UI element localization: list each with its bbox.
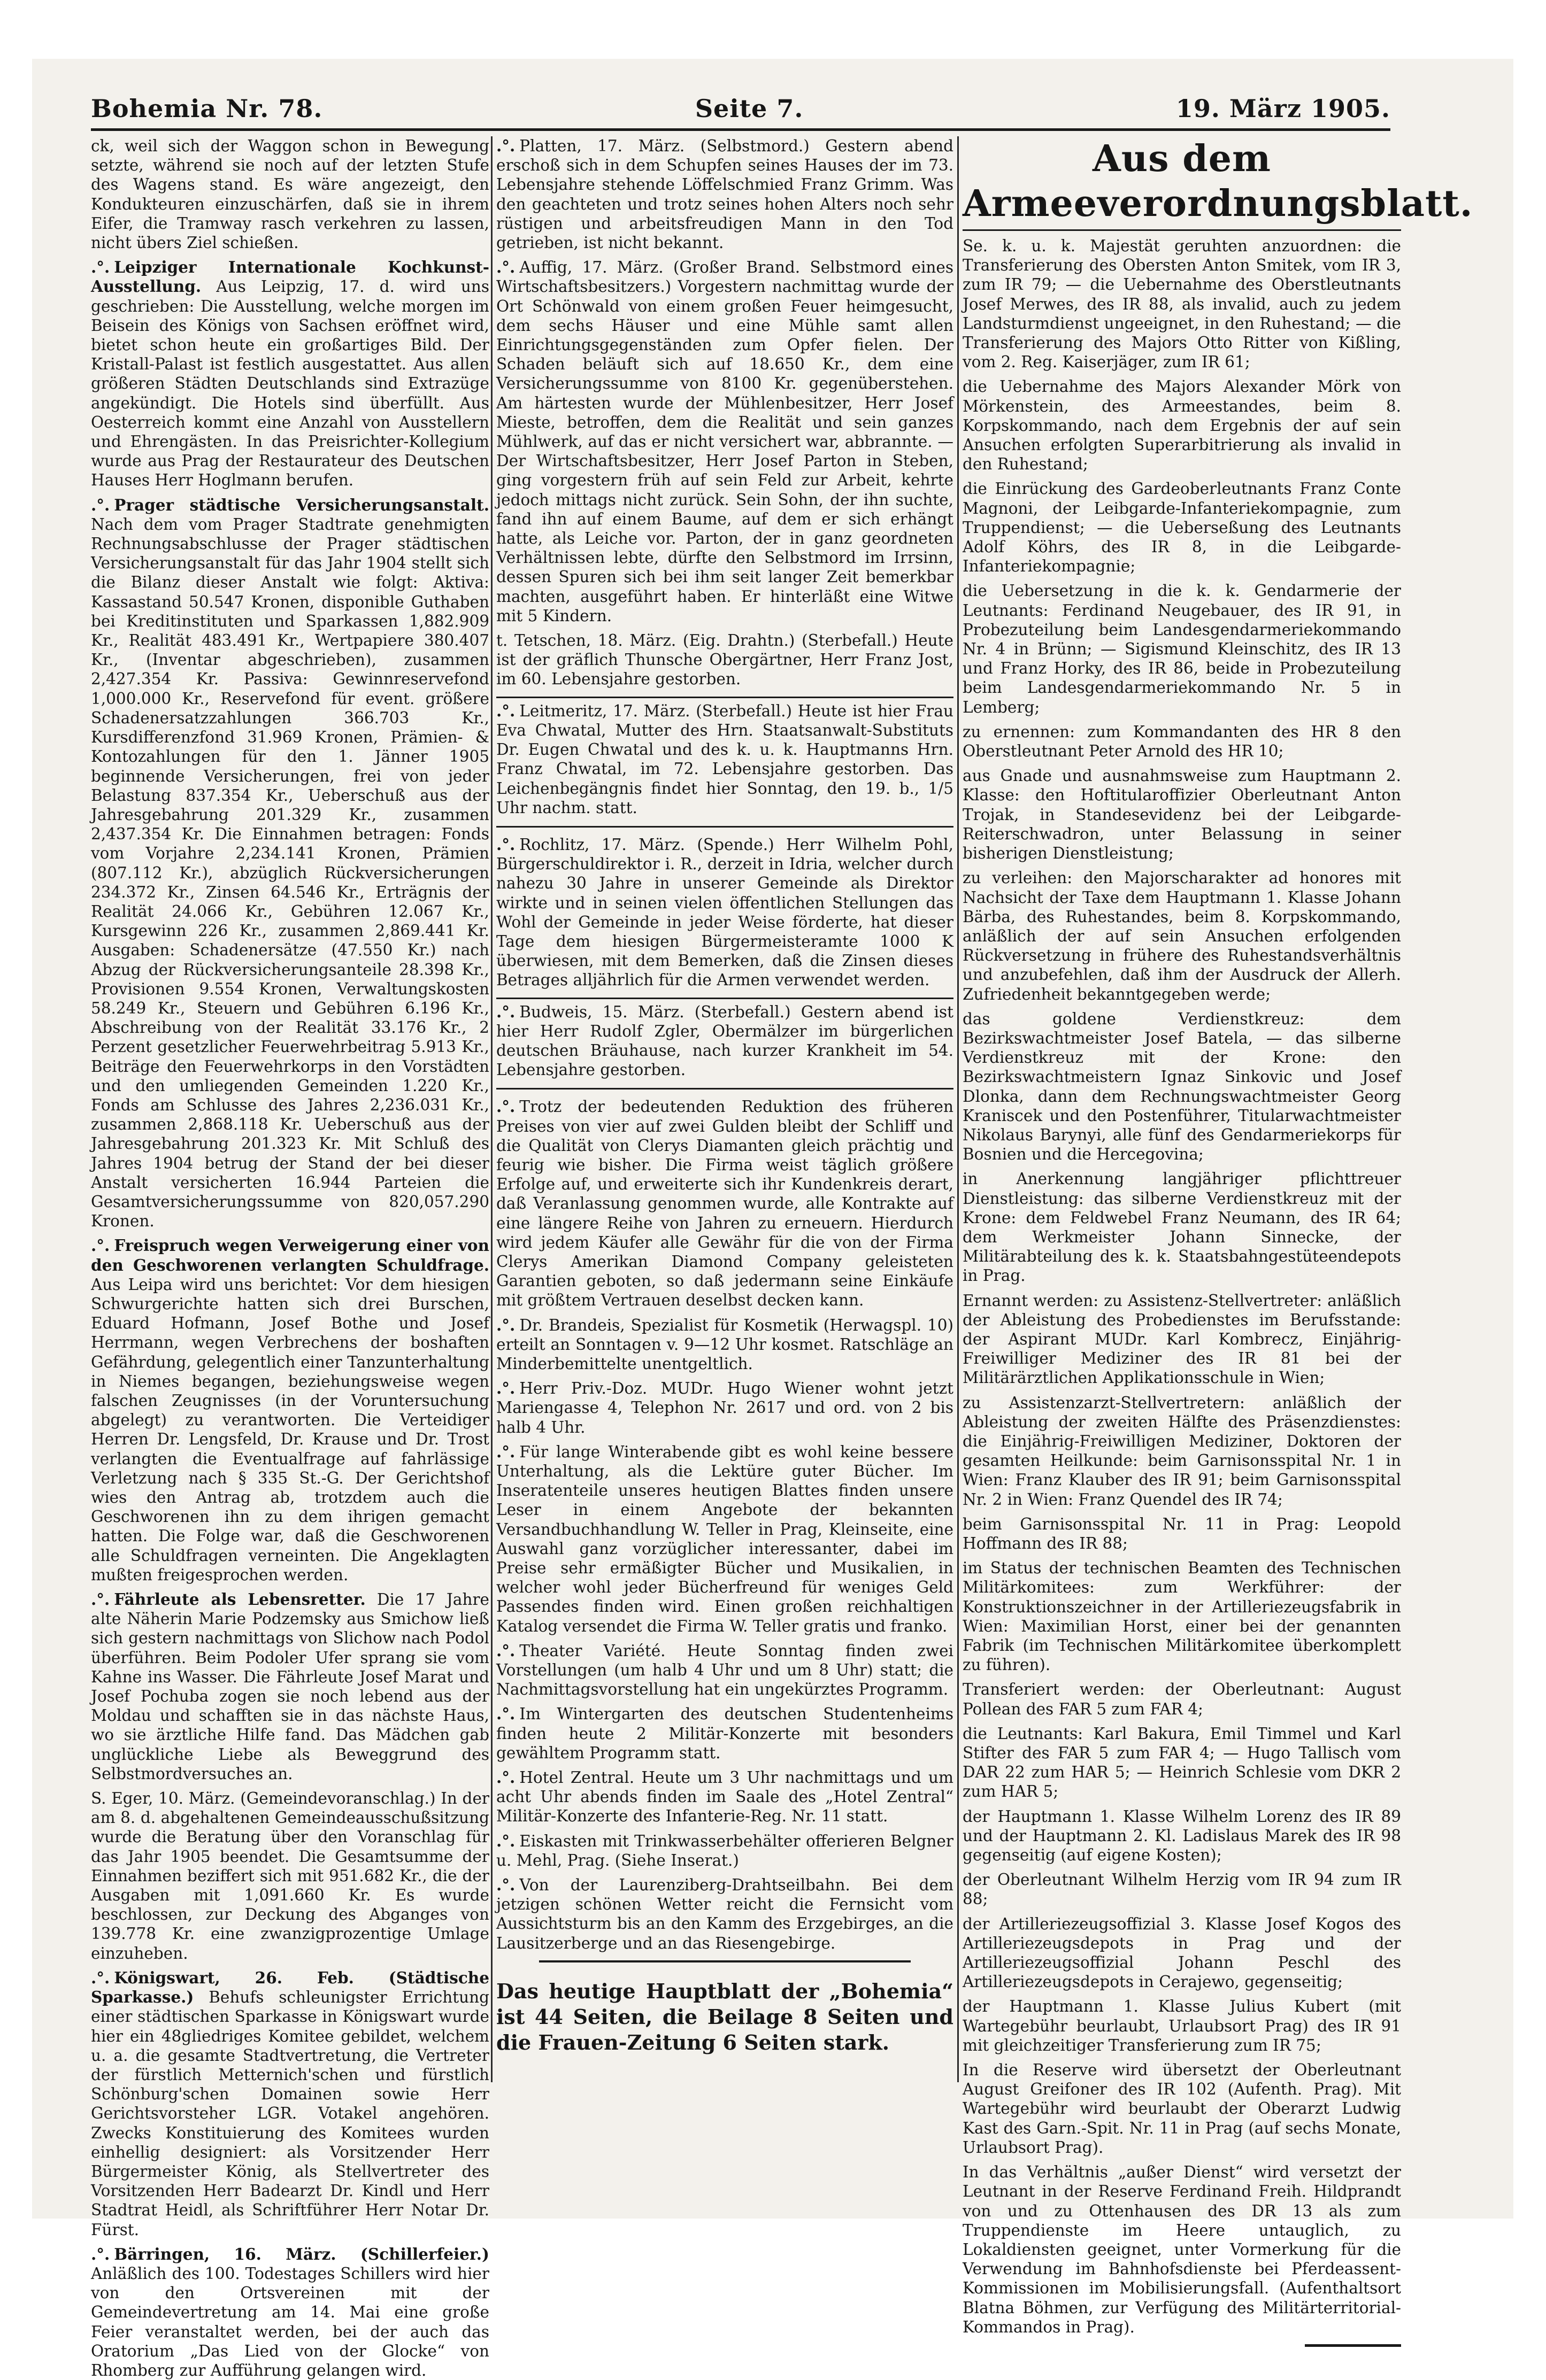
decree-paragraph: Se. k. u. k. Majestät geruhten anzuordnen: die Transferierung des Obersten Anton Smitek, vom IR 3, zum IR 79; — die Uebernahme des Oberstleutnants Josef Merwes, des IR 88, als invalid, auch zu jedem Landsturmdienst ungeeignet, in den Ruhestand; — die Transferierung des Majors Otto Ritter von Kißling, vom 2. Reg. Kaiserjäger, zum IR 61;	[963, 237, 1401, 372]
decree-paragraph: In das Verhältnis „außer Dienst“ wird versetzt der Leutnant in der Reserve Ferdinand Freih. Hildprandt von und zu Ottenhausen des DR 13 als zum Truppendienste im Heere untauglich, zu Lokaldiensten geeignet, unter Vormerkung für die Verwendung im Bahnhofsdienste bei Pferdeassent-Kommissionen im Mobilisierungsfall. (Aufenthaltsort Blatna Böhmen, zur Verfügung des Militärterritorial-Kommandos in Prag).	[963, 2163, 1401, 2336]
ad-diamonds: .°. Trotz der bedeutenden Reduktion des früheren Preises von vier auf zwei Gulden bleibt der Schliff und die Qualität von Clerys Diamanten gleich prächtig und feurig wie bisher. Die Firma weist täglich größere Erfolge auf, und erweiterte sich ihr Kundenkreis derart, daß Veranlassung genommen wurde, alle Kontrakte auf eine längere Reihe von Jahren zu erneuern. Hierdurch wird jedem Käufer alle Gewähr für die von der Firma Clerys Amerikan Diamond Company geleisteten Garantien geboten, so daß jedermann seine Einkäufe mit größtem Vertrauen deselbst decken kann.	[496, 1097, 953, 1310]
ad-brandeis: .°. Dr. Brandeis, Spezialist für Kosmetik (Herwagspl. 10) erteilt an Sonntagen v. 9—12 Uhr kosmet. Ratschläge an Minderbemittelte unentgeltlich.	[496, 1315, 953, 1373]
page-count-notice: Das heutige Hauptblatt der „Bohemia“ ist 44 Seiten, die Beilage 8 Seiten und die Frauen-Zeitung 6 Seiten stark.	[496, 1979, 953, 2054]
article-acquittal: .°. Freispruch wegen Verweigerung einer von den Geschworenen verlangten Schuldfrage. Aus Leipa wird uns berichtet: Vor dem hiesigen Schwurgerichte hatten sich drei Burschen, Eduard Hofmann, Josef Bothe und Josef Herrmann, wegen Verbrechens der boshaften Gefährdung, gelegentlich einer Tanzunterhaltung in Niemes begangen, beziehungsweise wegen falschen Zeugnisses (in der Voruntersuchung abgelegt) zu verantworten. Die Verteidiger Herren Dr. Lengsfeld, Dr. Krause und Dr. Trost verlangten die Eventualfrage auf fahrlässige Verletzung nach § 335 St.-G. Der Gerichtshof wies den Antrag ab, trotzdem auch die Geschworenen ihn zu dem ihrigen gemacht hatten. Die Folge war, daß die Geschworenen alle Schuldfragen verneinten. Die Angeklagten mußten freigesprochen werden.	[91, 1236, 489, 1584]
column-divider	[491, 136, 493, 2082]
article-leipzig: .°. Leipziger Internationale Kochkunst-Ausstellung. Aus Leipzig, 17. d. wird uns geschrieben: Die Ausstellung, welche morgen im Beisein des Königs von Sachsen eröffnet wird, bietet schon heute ein großartiges Bild. Der Kristall-Palast ist festlich ausgestattet. Aus allen größeren Städten Deutschlands sind Extrazüge angekündigt. Die Hotels sind überfüllt. Aus Oesterreich kommt eine Anzahl von Ausstellern und Ehrengästen. In das Preisrichter-Kollegium wurde aus Prag der Restaurateur des Deutschen Hauses Herr Hoglmann berufen.	[91, 258, 489, 490]
ad-wintergarten: .°. Im Wintergarten des deutschen Studentenheims finden heute 2 Militär-Konzerte mit besonders gewähltem Programm statt.	[496, 1704, 953, 1762]
article-heading: Prager städtische Versicherungsanstalt.	[114, 495, 489, 514]
article-leitmeritz: .°. Leitmeritz, 17. März. (Sterbefall.) Heute ist hier Frau Eva Chwatal, Mutter des Hrn. Staatsanwalt-Substituts Dr. Eugen Chwatal und des k. u. k. Hauptmanns Hrn. Franz Chwatal, im 72. Lebensjahre gestorben. Das Leichenbegängnis findet hier Sonntag, den 19. b., 1/5 Uhr nachm. statt.	[496, 701, 953, 817]
ad-icebox: .°. Eiskasten mit Trinkwasserbehälter offerieren Belgner u. Mehl, Prag. (Siehe Inserat.)	[496, 1831, 953, 1869]
article-heading: Bärringen, 16. März. (Schillerfeier.)	[114, 2244, 489, 2263]
boxed-notice-leitmeritz	[496, 697, 953, 828]
article-tramway: ck, weil sich der Waggon schon in Bewegung setzte, während sie noch auf der letzten Stufe des Wagens stand. Es wäre angezeigt, den Kondukteuren einzuschärfen, daß sie in ihrem Eifer, die Tramway rasch verkehren zu lassen, nicht übers Ziel schießen.	[91, 137, 489, 252]
decree-paragraph: die Uebernahme des Majors Alexander Mörk von Mörkenstein, des Armeestandes, beim 8. Korpskommando, nach dem Ergebnis der auf sein Ansuchen erfolgten Superarbitrierung als invalid in den Ruhestand;	[963, 377, 1401, 474]
ad-theater: .°. Theater Variété. Heute Sonntag finden zwei Vorstellungen (um halb 4 Uhr und um 8 Uhr) statt; die Nachmittagsvorstellung hat ein ungekürztes Programm.	[496, 1641, 953, 1699]
article-insurance: .°. Prager städtische Versicherungsanstalt. Nach dem vom Prager Stadtrate genehmigten Rechnungsabschlusse der Prager städtischen Versicherungsanstalt für das Jahr 1904 stellt sich die Bilanz dieser Anstalt wie folgt: Aktiva: Kassastand 50.547 Kronen, disponible Guthaben bei Kreditinstituten und Sparkassen 1,882.909 Kr., Realität 483.491 Kr., Wertpapiere 380.407 Kr., (Inventar abgeschrieben), zusammen 2,427.354 Kr. Passiva: Gewinnreservefond 1,000.000 Kr., Reservefond für event. größere Schadenersatzzahlungen 366.703 Kr., Kursdifferenzfond 31.969 Kronen, Prämien- & Kontozahlungen für den 1. Jänner 1905 beginnende Versicherungen, frei von jeder Belastung 837.354 Kr., Ueberschuß aus der Jahresgebahrung 201.329 Kr., zusammen 2,437.354 Kr. Die Einnahmen betragen: Fonds vom Vorjahre 2,234.141 Kronen, Prämien (807.112 Kr.), abzüglich Rückversicherungen 234.372 Kr., Zinsen 64.546 Kr., Erträgnis der Realität 24.066 Kr., Gebühren 12.067 Kr., Kursgewinn 226 Kr., zusammen 2,869.441 Kr. Ausgaben: Schadenersätze (47.550 Kr.) nach Abzug der Rückversicherungsanteile 28.398 Kr., Provisionen 9.554 Kronen, Verwaltungskosten 58.249 Kr., Steuern und Gebühren 6.196 Kr., Abschreibung von der Realität 33.176 Kr., 2 Perzent gesetzlicher Feuerwehrbeitrag 5.913 Kr., Beiträge den Feuerwehrkorps in den Vorstädten und den umliegenden Gemeinden 1.220 Kr., Fonds am Schlusse des Jahres 2,236.031 Kr., zusammen 2,868.118 Kr. Ueberschuß aus der Jahresgebahrung 201.323 Kr. Mit Schluß des Jahres 1904 betrug der Stand der bei dieser Anstalt versicherten 16.944 Parteien die Gesamtversicherungssumme von 820,057.290 Kronen.	[91, 495, 489, 1231]
article-heading: Königswart, 26. Feb. (Städtische Sparkasse.)	[91, 1968, 489, 2007]
separator-rule	[539, 1960, 911, 1962]
decree-paragraph: die Leutnants: Karl Bakura, Emil Timmel und Karl Stifter des FAR 5 zum FAR 4; — Hugo Tallisch vom DAR 22 zum HAR 5; — Heinrich Schlesie vom DKR 2 zum HAR 5;	[963, 1724, 1401, 1801]
decree-paragraph: In die Reserve wird übersetzt der Oberleutnant August Greifoner des IR 102 (Aufenth. Prag). Mit Wartegebühr wird beurlaubt der Oberarzt Ludwig Kast des Garn.-Spit. Nr. 11 in Prag (auf sechs Monate, Urlaubsort Prag).	[963, 2061, 1401, 2157]
page-header	[91, 80, 1390, 123]
ad-wiener: .°. Herr Priv.-Doz. MUDr. Hugo Wiener wohnt jetzt Mariengasse 4, Telephon Nr. 2617 und ord. von 2 bis halb 4 Uhr.	[496, 1379, 953, 1436]
decree-paragraph: beim Garnisonsspital Nr. 11 in Prag: Leopold Hoffmann des IR 88;	[963, 1514, 1401, 1552]
decree-paragraph: Transferiert werden: der Oberleutnant: August Pollean des FAR 5 zum FAR 4;	[963, 1680, 1401, 1718]
header-publication: Bohemia Nr. 78.	[91, 94, 323, 123]
article-tetschen: t. Tetschen, 18. März. (Eig. Drahtn.) (Sterbefall.) Heute ist der gräflich Thunsche Obergärtner, Herr Franz Jost, im 60. Lebensjahre gestorben.	[496, 631, 953, 689]
column-2	[496, 136, 953, 2082]
title-rule	[963, 229, 1401, 231]
article-platten: .°. Platten, 17. März. (Selbstmord.) Gestern abend erschoß sich in dem Schupfen seines Hauses der im 73. Lebensjahre stehende Löffelschmied Franz Grimm. Was den geachteten und trotz seines hohen Alters noch sehr rüstigen und arbeitsfreudigen Mann in den Tod getrieben, ist nicht bekannt.	[496, 136, 953, 252]
decree-paragraph: der Artilleriezeugsoffizial 3. Klasse Josef Kogos des Artilleriezeugsdepots in Prag und der Artilleriezeugsoffizial Johann Peschl des Artilleriezeugsdepots in Cerajewo, gegenseitig;	[963, 1914, 1401, 1991]
article-koenigswart: .°. Königswart, 26. Feb. (Städtische Sparkasse.) Behufs schleunigster Errichtung einer städtischen Sparkasse in Königswart wurde hier ein 48gliedriges Komitee gebildet, welchem u. a. die gesamte Stadtvertretung, die Vertreter der fürstlich Metternich'schen und fürstlich Schönburg'schen Domainen sowie Herr Gerichtsvorsteher LGR. Votakel angehören. Zwecks Konstituierung des Komitees wurden einhellig designiert: als Vorsitzender Herr Bürgermeister König, als Stellvertreter des Vorsitzenden Herr Badearzt Dr. Kindl und Herr Stadtrat Heidl, als Schriftführer Herr Notar Dr. Fürst.	[91, 1968, 489, 2239]
boxed-notice-budweis	[496, 998, 953, 1090]
decree-paragraph: zu ernennen: zum Kommandanten des HR 8 den Oberstleutnant Peter Arnold des HR 10;	[963, 722, 1401, 761]
column-divider	[957, 136, 959, 2082]
article-baerringen: .°. Bärringen, 16. März. (Schillerfeier.) Anläßlich des 100. Todestages Schillers wird hier von den Ortsvereinen mit der Gemeindevertretung am 14. Mai eine große Feier veranstaltet werden, bei der auch das Oratorium „Das Lied von der Glocke“ von Rhomberg zur Aufführung gelangen wird.	[91, 2244, 489, 2379]
column-3	[963, 136, 1473, 2336]
header-date: 19. März 1905.	[1175, 94, 1390, 123]
article-heading: Leipziger Internationale Kochkunst-Ausstellung.	[91, 258, 489, 296]
header-rule	[91, 128, 1390, 131]
section-title: Aus dem Armeeverordnungsblatt.	[963, 137, 1473, 225]
decree-paragraph: der Hauptmann 1. Klasse Wilhelm Lorenz des IR 89 und der Hauptmann 2. Kl. Ladislaus Marek des IR 98 gegenseitig (auf eigene Kosten);	[963, 1807, 1401, 1865]
decree-paragraph: zu Assistenzarzt-Stellvertretern: anläßlich der Ableistung der zweiten Hälfte des Präsenzdienstes: die Einjährig-Freiwilligen Mediziner, Doktoren der gesamten Heilkunde: beim Garnisonsspital Nr. 1 in Wien: Franz Klauber des IR 91; beim Garnisonsspital Nr. 2 in Wien: Franz Quendel des IR 74;	[963, 1393, 1401, 1509]
article-rochlitz: .°. Rochlitz, 17. März. (Spende.) Herr Wilhelm Pohl, Bürgerschuldirektor i. R., derzeit in Idria, welcher durch nahezu 30 Jahre in unserer Gemeinde als Direktor wirkte und in seinen vielen öffentlichen Stellungen das Wohl der Gemeinde in jeder Weise förderte, hat dieser Tage dem hiesigen Bürgermeisteramte 1000 K überwiesen, mit dem Bemerken, daß die Zinsen dieses Betrages alljährlich für die Armen verwendet werden.	[496, 834, 953, 990]
end-rule	[1305, 2344, 1401, 2347]
article-heading: Freispruch wegen Verweigerung einer von den Geschworenen verlangten Schuldfrage.	[91, 1236, 489, 1274]
decree-paragraph: der Oberleutnant Wilhelm Herzig vom IR 94 zum IR 88;	[963, 1871, 1401, 1908]
decree-paragraph: im Status der technischen Beamten des Technischen Militärkomitees: zum Werkführer: der Konstruktionszeichner in der Artilleriezeugsfabrik in Wien: Maximilian Horst, einer bei der genannten Fabrik (im Technischen Militärkomitee überkomplett zu führen).	[963, 1559, 1401, 1674]
decree-paragraph: aus Gnade und ausnahmsweise zum Hauptmann 2. Klasse: den Hoftitularoffizier Oberleutnant Anton Trojak, in Standesevidenz bei der Leibgarde-Reiterschwadron, unter Belassung in seiner bisherigen Dienstleistung;	[963, 767, 1401, 863]
article-heading: Fährleute als Lebensretter.	[114, 1590, 366, 1609]
column-1	[91, 136, 490, 2379]
article-eger: S. Eger, 10. März. (Gemeindevoranschlag.) In der am 8. d. abgehaltenen Gemeindeausschußsitzung wurde die Beratung über den Voranschlag für das Jahr 1905 beendet. Die Gesamtsumme der Einnahmen beziffert sich mit 951.682 Kr., die der Ausgaben mit 1,091.660 Kr. Es wurde beschlossen, zur Deckung des Abganges von 139.778 Kr. eine zwanzigprozentige Umlage einzuheben.	[91, 1789, 489, 1962]
decree-paragraph: die Einrückung des Gardeoberleutnants Franz Conte Magnoni, der Leibgarde-Infanteriekompagnie, zum Truppendienst; — die Ueberseßung des Leutnants Adolf Köhrs, des IR 8, in die Leibgarde-Infanteriekompagnie;	[963, 480, 1401, 576]
decree-paragraph: in Anerkennung langjähriger pflichttreuer Dienstleistung: das silberne Verdienstkreuz mit der Krone: dem Feldwebel Franz Neumann, des IR 64; dem Werkmeister Johann Sinnecke, der Militärabteilung des k. k. Staatsbahngestüteendepots in Prag.	[963, 1170, 1401, 1285]
decree-paragraph: das goldene Verdienstkreuz: dem Bezirkswachtmeister Josef Batela, — das silberne Verdienstkreuz mit der Krone: den Bezirkswachtmeistern Ignaz Sinkovic und Josef Dlonka, dann dem Rechnungswachtmeister Georg Kraniscek und den Postenführer, Titularwachtmeister Nikolaus Barynyi, alle fünf des Gendarmeriekorps für Bosnien und die Hercegovina;	[963, 1009, 1401, 1164]
ad-hotel: .°. Hotel Zentral. Heute um 3 Uhr nachmittags und um acht Uhr abends finden im Saale des „Hotel Zentral“ Militär-Konzerte des Infanterie-Reg. Nr. 11 statt.	[496, 1768, 953, 1826]
article-cable-railway: .°. Von der Laurenziberg-Drahtseilbahn. Bei dem jetzigen schönen Wetter reicht die Fernsicht vom Aussichtsturm bis an den Kamm des Erzgebirges, an die Lausitzerberge und an das Riesengebirge.	[496, 1875, 953, 1952]
decree-paragraph: die Uebersetzung in die k. k. Gendarmerie der Leutnants: Ferdinand Neugebauer, des IR 91, in Probezuteilung beim Landesgendarmeriekommando Nr. 4 in Brünn; — Sigismund Kleinschitz, des IR 13 und Franz Horky, des IR 86, beide in Probezuteilung beim Landesgendarmeriekommando Nr. 5 in Lemberg;	[963, 582, 1401, 716]
article-budweis: .°. Budweis, 15. März. (Sterbefall.) Gestern abend ist hier Herr Rudolf Zgler, Obermälzer im bürgerlichen deutschen Bräuhause, nach kurzer Krankheit im 54. Lebensjahre gestorben.	[496, 1002, 953, 1079]
article-aussig: .°. Auffig, 17. März. (Großer Brand. Selbstmord eines Wirtschaftsbesitzers.) Vorgestern nachmittag wurde der Ort Schönwald von einem großen Feuer heimgesucht, dem sechs Häuser und eine Mühle samt allen Einrichtungsgegenständen zum Opfer fielen. Der Schaden beläuft sich auf 18.650 Kr., dem eine Versicherungssumme von 8100 Kr. gegenüberstehen. Am härtesten wurde der Mühlenbesitzer, Herr Josef Mieste, betroffen, dem die Realität und sein ganzes Mühlwerk, auf das er nicht versichert war, abbrannte. — Der Wirtschaftsbesitzer, Herr Josef Parton in Steben, ging vorgestern früh auf sein Feld zur Arbeit, kehrte jedoch mittags nicht zurück. Sein Sohn, der ihn suchte, fand ihn auf einem Baume, auf dem er sich erhängt hatte, als Leiche vor. Parton, der in ganz geordneten Verhältnissen lebte, dürfte den Selbstmord im Irrsinn, dessen Spuren sich bei ihm seit langer Zeit bemerkbar machten, ausgeführt haben. Er hinterläßt eine Witwe mit 5 Kindern.	[496, 258, 953, 625]
decree-paragraph: der Hauptmann 1. Klasse Julius Kubert (mit Wartegebühr beurlaubt, Urlaubsort Prag) des IR 91 mit gleichzeitiger Transferierung zum IR 75;	[963, 1997, 1401, 2054]
ad-books: .°. Für lange Winterabende gibt es wohl keine bessere Unterhaltung, als die Lektüre guter Bücher. Im Inseratenteile unseres heutigen Blattes finden unsere Leser in einem Angebote der bekannten Versandbuchhandlung W. Teller in Prag, Kleinseite, eine Auswahl ganz vorzüglicher interessanter, dabei im Preise sehr ermäßigter Bücher und Musikalien, in welcher wohl jeder Bücherfreund für weniges Geld Passendes finden wird. Einen großen reichhaltigen Katalog versendet die Firma W. Teller gratis und franko.	[496, 1442, 953, 1635]
decree-paragraph: zu verleihen: den Majorscharakter ad honores mit Nachsicht der Taxe dem Hauptmann 1. Klasse Johann Bärba, des Ruhestandes, beim 8. Korpskommando, anläßlich der auf sein Ansuchen erfolgenden Rückversetzung in frühere des Ruhestandsverhältnis und anzubefehlen, daß ihm der Ausdruck der Allerh. Zufriedenheit bekanntgegeben werde;	[963, 869, 1401, 1003]
decree-paragraph: Ernannt werden: zu Assistenz-Stellvertreter: anläßlich der Ableistung des Probedienstes im Berufsstande: der Aspirant MUDr. Karl Kombrecz, Einjährig-Freiwilliger Mediziner des IR 81 bei der Militärärztlichen Applikationsschule in Wien;	[963, 1291, 1401, 1387]
article-ferrymen: .°. Fährleute als Lebensretter. Die 17 Jahre alte Näherin Marie Podzemsky aus Smichow ließ sich gestern nachmittags von Slichow nach Podol überführen. Beim Podoler Ufer sprang sie vom Kahne ins Wasser. Die Fährleute Josef Marat und Josef Pochuba zogen sie noch lebend aus der Moldau und schafften sie in das nächste Haus, wo sie ärztliche Hilfe fand. Das Mädchen gab unglückliche Liebe als Beweggrund des Selbstmordversuches an.	[91, 1590, 490, 1783]
header-page-number: Seite 7.	[695, 94, 804, 123]
